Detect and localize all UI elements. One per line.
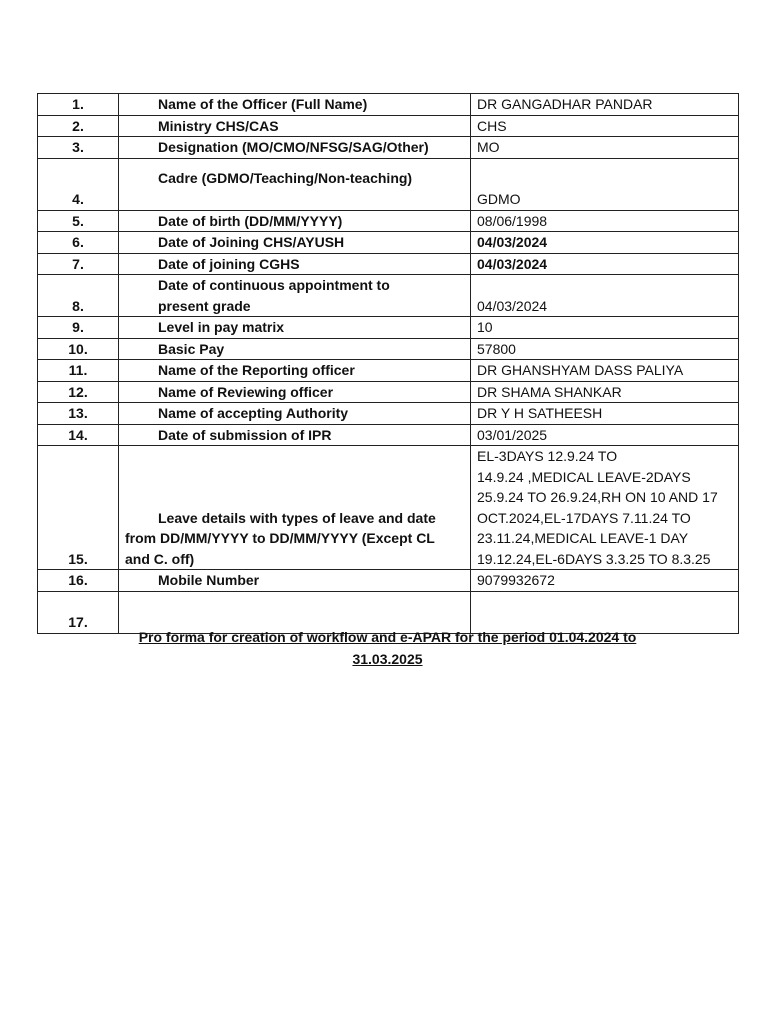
field-label-line: and C. off): [125, 550, 195, 567]
table-row: [38, 115, 739, 137]
table-row: [38, 381, 739, 403]
caption-line: Pro forma for creation of workflow and e-APAR for the period 01.04.2024 to: [138, 629, 637, 645]
field-value: DR GHANSHYAM DASS PALIYA: [471, 360, 739, 382]
field-value: 03/01/2025: [471, 424, 739, 446]
field-label: Level in pay matrix: [119, 317, 471, 339]
field-label: Basic Pay: [119, 338, 471, 360]
row-number: 12.: [38, 381, 119, 403]
table-row: [38, 253, 739, 275]
field-value: 57800: [471, 338, 739, 360]
table-row: [38, 446, 739, 570]
leave-details-line: 25.9.24 TO 26.9.24,RH ON 10 AND 17: [477, 489, 718, 505]
details-table: [37, 93, 739, 634]
table-row: [38, 424, 739, 446]
row-number: 4.: [38, 158, 119, 210]
table-row: [38, 158, 739, 210]
table-row: [38, 338, 739, 360]
leave-details-line: EL-3DAYS 12.9.24 TO: [477, 448, 618, 464]
leave-details-line: 19.12.24,EL-6DAYS 3.3.25 TO 8.3.25: [477, 550, 711, 567]
table-row: [38, 317, 739, 339]
field-label: [119, 275, 471, 317]
row-number: 5.: [38, 210, 119, 232]
row-number: 7.: [38, 253, 119, 275]
field-value: 08/06/1998: [471, 210, 739, 232]
field-label: Date of submission of IPR: [119, 424, 471, 446]
leave-details-line: 14.9.24 ,MEDICAL LEAVE-2DAYS: [477, 468, 691, 485]
table-row: [38, 403, 739, 425]
caption-line: 31.03.2025: [352, 651, 423, 667]
row-number: 15.: [38, 446, 119, 570]
field-label-line: Leave details with types of leave and date: [158, 509, 436, 526]
leave-details-value: [471, 446, 739, 570]
field-value: 04/03/2024: [471, 253, 739, 275]
form-caption: [37, 626, 738, 670]
field-label: Date of birth (DD/MM/YYYY): [119, 210, 471, 232]
field-label: Mobile Number: [119, 570, 471, 592]
row-number: 8.: [38, 275, 119, 317]
field-label: Name of the Officer (Full Name): [119, 94, 471, 116]
row-number: 9.: [38, 317, 119, 339]
table-row: [38, 232, 739, 254]
row-number: 13.: [38, 403, 119, 425]
row-number: 14.: [38, 424, 119, 446]
field-value: 04/03/2024: [471, 232, 739, 254]
field-value: 9079932672: [471, 570, 739, 592]
field-label: [119, 446, 471, 570]
field-label: Name of accepting Authority: [119, 403, 471, 425]
field-label-line: Date of continuous appointment to: [158, 277, 390, 293]
table-row: [38, 360, 739, 382]
field-value: 04/03/2024: [471, 275, 739, 317]
field-value: DR GANGADHAR PANDAR: [471, 94, 739, 116]
row-number: 1.: [38, 94, 119, 116]
row-number: 16.: [38, 570, 119, 592]
table-row: [38, 275, 739, 317]
row-number: 11.: [38, 360, 119, 382]
field-value: 10: [471, 317, 739, 339]
field-label: Designation (MO/CMO/NFSG/SAG/Other): [119, 137, 471, 159]
field-label: Cadre (GDMO/Teaching/Non-teaching): [119, 158, 471, 210]
field-label: Ministry CHS/CAS: [119, 115, 471, 137]
officer-details-form: [37, 93, 738, 634]
table-row: [38, 210, 739, 232]
field-label: Name of Reviewing officer: [119, 381, 471, 403]
field-value: CHS: [471, 115, 739, 137]
row-number: 2.: [38, 115, 119, 137]
row-number: 6.: [38, 232, 119, 254]
field-value: DR SHAMA SHANKAR: [471, 381, 739, 403]
row-number: 17.: [38, 591, 119, 633]
row-number: 10.: [38, 338, 119, 360]
leave-details-line: OCT.2024,EL-17DAYS 7.11.24 TO: [477, 509, 691, 526]
field-label: Date of joining CGHS: [119, 253, 471, 275]
field-value: DR Y H SATHEESH: [471, 403, 739, 425]
field-label: Date of Joining CHS/AYUSH: [119, 232, 471, 254]
table-row: [38, 94, 739, 116]
row-number: 3.: [38, 137, 119, 159]
table-row: [38, 137, 739, 159]
field-value: GDMO: [471, 158, 739, 210]
field-label-line: from DD/MM/YYYY to DD/MM/YYYY (Except CL: [125, 530, 435, 546]
field-value: MO: [471, 137, 739, 159]
leave-details-line: 23.11.24,MEDICAL LEAVE-1 DAY: [477, 530, 689, 546]
field-label-line: present grade: [158, 297, 251, 314]
table-row: [38, 570, 739, 592]
field-label: Name of the Reporting officer: [119, 360, 471, 382]
